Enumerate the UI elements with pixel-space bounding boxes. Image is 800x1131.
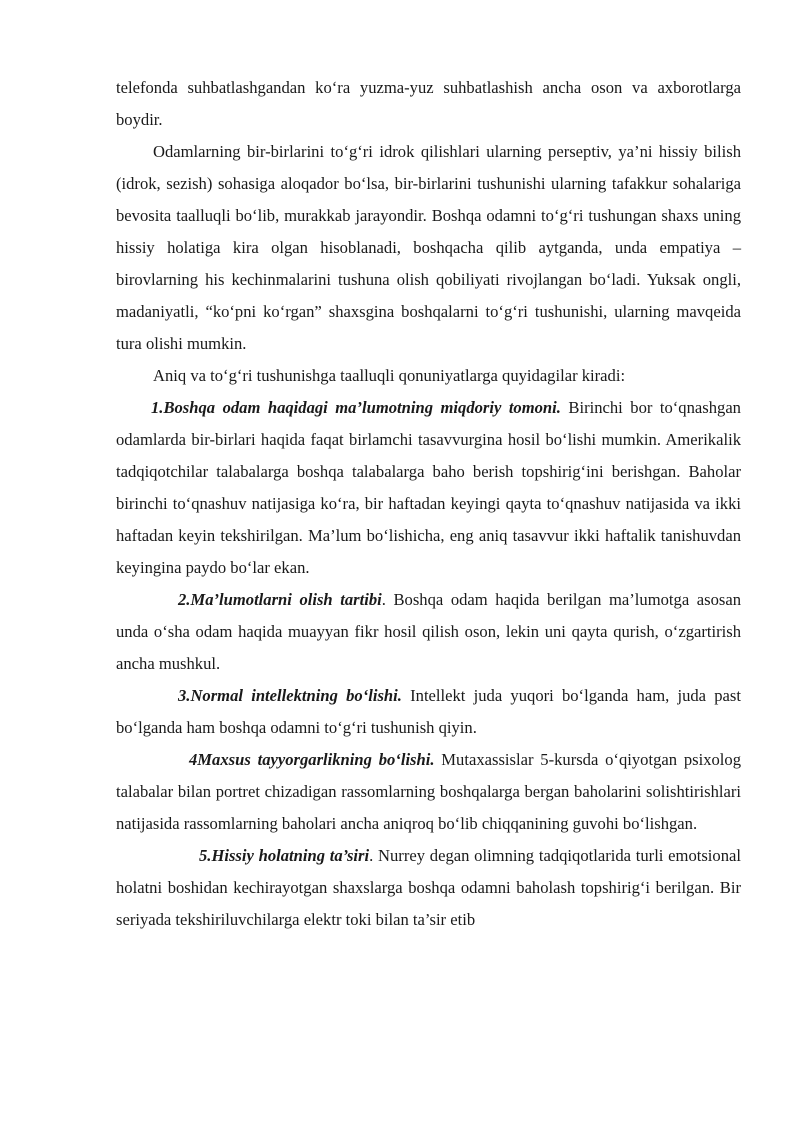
paragraph-intro-list	[116, 360, 741, 392]
list-item-5	[116, 840, 741, 936]
list-item-text: . Nurrey degan olimning tadqiqotlarida turli emotsional holatni boshidan kechirayotgan shaxslarga boshqa odamni baholash topshirig‘i berilgan. Bir seriyada tekshiriluvchilarga elektr toki bilan ta’sir etib	[116, 846, 741, 929]
list-item-heading: 5.Hissiy holatning ta’siri	[199, 846, 370, 865]
list-item-heading: 3.Normal intellektning bo‘lishi.	[178, 686, 402, 705]
paragraph-continuation	[116, 72, 741, 136]
list-item-heading: 1.Boshqa odam haqidagi ma’lumotning miqdoriy tomoni.	[151, 398, 561, 417]
list-item-2	[116, 584, 741, 680]
paragraph-perception	[116, 136, 741, 360]
list-item-text: Birinchi bor to‘qnashgan odamlarda bir-birlari haqida faqat birlamchi tasavvurgina hosil bo‘lishi mumkin. Amerikalik tadqiqotchilar talabalarga boshqa talabalarga baho berish topshirig‘ini berishgan. Baholar birinchi to‘qnashuv natijasiga ko‘ra, bir haftadan keyingi qayta to‘qnashuv natijasida va ikki haftadan keyin tekshirilgan. Ma’lum bo‘lishicha, eng aniq tasavvur ikki haftalik tanishuvdan keyingina paydo bo‘lar ekan.	[116, 398, 741, 577]
paragraph-text: telefonda suhbatlashgandan ko‘ra yuzma-yuz suhbatlashish ancha oson va axborotlarga boydir.	[116, 78, 741, 129]
list-item-text: Intellekt juda yuqori bo‘lganda ham, juda past bo‘lganda ham boshqa odamni to‘g‘ri tushunish qiyin.	[116, 686, 741, 737]
document-page	[116, 72, 741, 936]
list-item-4	[116, 744, 741, 840]
list-item-heading: 2.Ma’lumotlarni olish tartibi	[178, 590, 382, 609]
list-item-text: Mutaxassislar 5-kursda o‘qiyotgan psixolog talabalar bilan portret chizadigan rassomlarning boshqalarga bergan baholarini solishtirishlari natijasida rassomlarning baholari ancha aniqroq bo‘lib chiqqanining guvohi bo‘lishgan.	[116, 750, 741, 833]
paragraph-text: Aniq va to‘g‘ri tushunishga taalluqli qonuniyatlarga quyidagilar kiradi:	[153, 366, 626, 385]
list-item-heading: 4Maxsus tayyorgarlikning bo‘lishi.	[189, 750, 435, 769]
list-item-3	[116, 680, 741, 744]
list-item-1	[116, 392, 741, 584]
paragraph-text: Odamlarning bir-birlarini to‘g‘ri idrok qilishlari ularning perseptiv, ya’ni hissiy bilish (idrok, sezish) sohasiga aloqador bo‘lsa, bir-birlarini tushunishi ularning tafakkur sohalariga bevosita taalluqli bo‘lib, murakkab jarayondir. Boshqa odamni to‘g‘ri tushungan shaxs uning hissiy holatiga kira olgan hisoblanadi, boshqacha qilib aytganda, unda empatiya – birovlarning his kechinmalarini tushuna olish qobiliyati rivojlangan bo‘ladi. Yuksak ongli, madaniyatli, “ko‘pni ko‘rgan” shaxsgina boshqalarni to‘g‘ri tushunishi, ularning mavqeida tura olishi mumkin.	[116, 142, 741, 353]
list-item-text: . Boshqa odam haqida berilgan ma’lumotga asosan unda o‘sha odam haqida muayyan fikr hosil qilish oson, lekin uni qayta qurish, o‘zgartirish ancha mushkul.	[116, 590, 741, 673]
